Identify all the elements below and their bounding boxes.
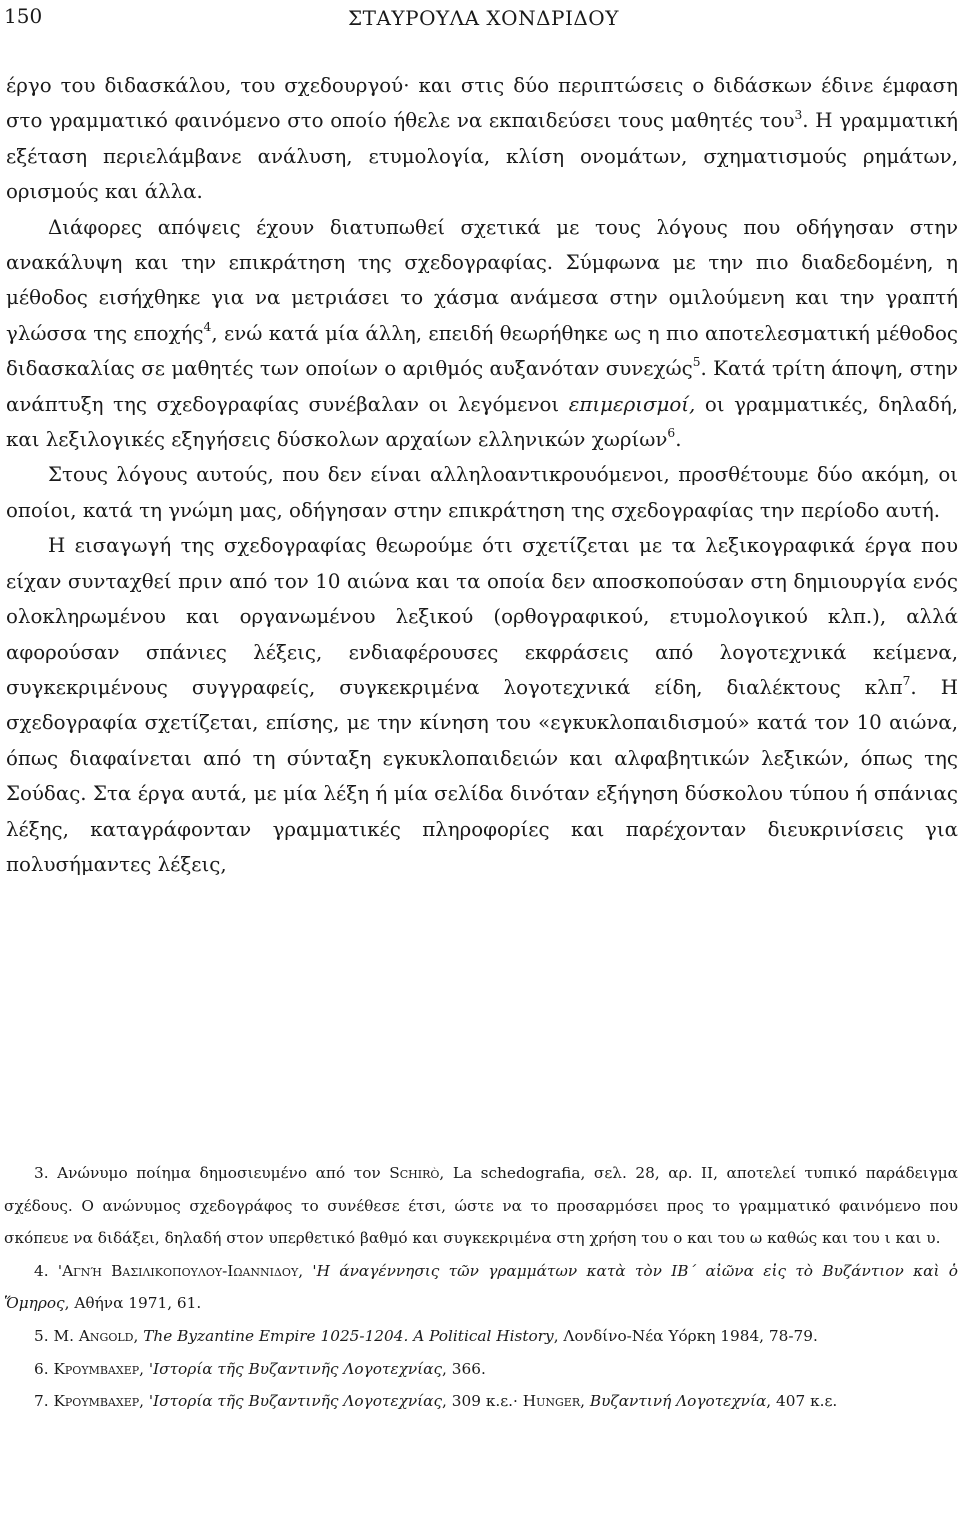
text-run: , Λονδίνο-Νέα Υόρκη 1984, 78-79. xyxy=(553,1326,818,1345)
body-text xyxy=(6,68,958,882)
footnote-ref-6: 6 xyxy=(667,426,676,441)
text-run: Διάφορες απόψεις έχουν διατυπωθεί σχετικά με τους λόγους που οδήγησαν στην ανακάλυψη και την επικράτηση της σχεδογραφίας. Σύμφωνα με την πιο διαδεδομένη, η μέθοδος εισήχθηκε για να μετριάσει το χάσμα ανάμεσα στην ομιλούμενη και την γραπτή γλώσσα της εποχής xyxy=(6,215,958,345)
running-head: ΣΤΑΥΡΟΥΛΑ ΧΟΝΔΡΙΔΟΥ xyxy=(348,6,619,30)
footnote-title: Βυζαντινή Λογοτεχνία xyxy=(589,1392,767,1411)
text-run: , xyxy=(298,1261,313,1280)
text-run: 4. xyxy=(34,1261,58,1280)
text-run: , xyxy=(580,1392,590,1411)
footnote-4 xyxy=(4,1255,958,1320)
text-run: , ενώ κατά μία άλλη, επειδή θεωρήθηκε ως η πιο αποτελεσματική μέθοδος διδασκαλίας σε μαθητές των οποίων ο αριθμός αυξανόταν συνεχώς xyxy=(6,321,959,381)
text-run: έργο του διδασκάλου, του σχεδουργού· και στις δύο περιπτώσεις ο διδάσκων έδινε έμφαση στο γραμματικό φαινόμενο στο οποίο ήθελε να εκπαιδεύσει τους μαθητές του xyxy=(6,74,958,133)
footnote-ref-5: 5 xyxy=(692,355,701,370)
footnote-title: 'Η άναγέννησις τῶν γραμμάτων κατὰ τὸν ΙΒ΄ αἰῶνα εἰς τὸ Βυζάντιον καὶ ὁ Ὅμηρος xyxy=(4,1261,958,1313)
text-run: 5. M. xyxy=(34,1326,79,1345)
footnote-title: 'Ιστορία τῆς Βυζαντινῆς Λογοτεχνίας xyxy=(148,1359,443,1378)
footnote-ref-4: 4 xyxy=(203,320,212,335)
footnote-ref-7: 7 xyxy=(902,674,911,689)
footnote-5 xyxy=(4,1320,958,1353)
footnote-author: Hunger xyxy=(522,1392,581,1411)
footnote-3 xyxy=(4,1157,958,1255)
text-run: 6. xyxy=(34,1359,54,1378)
term-epimerismoi: επιμερισμοί, xyxy=(568,392,696,416)
text-run: , 407 κ.ε. xyxy=(766,1392,838,1411)
footnotes xyxy=(4,1157,958,1418)
text-run: οι γραμματικές, δηλαδή, και λεξιλογικές εξηγήσεις δύσκολων αρχαίων ελληνικών χωρίων xyxy=(6,392,958,452)
footnote-6 xyxy=(4,1353,958,1386)
footnote-author: Angold xyxy=(78,1326,134,1345)
text-run: , xyxy=(139,1359,149,1378)
text-run: 3. Ανώνυμο ποίημα δημοσιευμένο από τον xyxy=(34,1164,390,1182)
footnote-author: Κρουμβαχερ xyxy=(53,1392,140,1411)
text-run: , xyxy=(139,1392,149,1411)
footnote-author: Κρουμβαχερ xyxy=(53,1359,140,1378)
footnote-author: Schirò xyxy=(389,1164,440,1182)
text-run: , Αθήνα 1971, 61. xyxy=(64,1294,202,1313)
paragraph-3: Στους λόγους αυτούς, που δεν είναι αλληλοαντικρουόμενοι, προσθέτουμε δύο ακόμη, οι οποίοι, κατά τη γνώμη μας, οδήγησαν στην επικράτηση της σχεδογραφίας την περίοδο αυτή. xyxy=(6,463,958,522)
text-run: . Η γραμματική εξέταση περιελάμβανε ανάλυση, ετυμολογία, κλίση ονομάτων, σχηματισμούς ρημάτων, ορισμούς και άλλα. xyxy=(6,109,958,204)
text-run: Η εισαγωγή της σχεδογραφίας θεωρούμε ότι σχετίζεται με τα λεξικογραφικά έργα που είχαν συνταχθεί πριν από τον 10 αιώνα και τα οποία δεν αποσκοπούσαν στη δημιουργία ενός ολοκληρωμένου και οργανωμένου λεξικού (ορθογραφικού, ετυμολογικού κλπ.), αλλά αφορούσαν σπάνιες λέξεις, ενδιαφέρουσες εκφράσεις από λογοτεχνικά κείμενα, συγκεκριμένους συγγραφείς, συγκεκριμένα λογοτεχνικά είδη, διαλέκτους κλπ xyxy=(6,534,958,699)
text-run: . Η σχεδογραφία σχετίζεται, επίσης, με την κίνηση του «εγκυκλοπαιδισμού» κατά τον 10 αιώνα, όπως διαφαίνεται από τη σύνταξη εγκυκλοπαιδειών και αλφαβητικών λεξικών, όπως της Σούδας. Στα έργα αυτά, με μία λέξη ή μία σελίδα δινόταν εξήγηση δύσκολου τύπου ή σπάνιας λέξης, καταγράφονταν γραμματικές πληροφορίες και παρέχονταν διευκρινίσεις για πολυσήμαντες λέξεις, xyxy=(6,675,958,876)
text-run: , 309 κ.ε.· xyxy=(442,1392,523,1411)
text-run: , 366. xyxy=(442,1359,486,1378)
paragraph-2 xyxy=(6,210,958,458)
text-run: . Κατά τρίτη άποψη, στην ανάπτυξη της σχεδογραφίας συνέβαλαν οι λεγόμενοι xyxy=(6,357,958,416)
text-run: , xyxy=(133,1326,144,1345)
page-number: 150 xyxy=(4,4,43,28)
paragraph-4 xyxy=(6,528,958,882)
paragraph-1 xyxy=(6,68,958,210)
text-run: . xyxy=(675,428,682,452)
footnote-ref-3: 3 xyxy=(794,107,803,122)
text-run: 7. xyxy=(34,1392,54,1411)
footnote-7 xyxy=(4,1385,958,1418)
footnote-title: 'Ιστορία τῆς Βυζαντινῆς Λογοτεχνίας xyxy=(148,1392,443,1411)
footnote-title: The Byzantine Empire 1025-1204. A Political History xyxy=(143,1326,554,1345)
footnote-author: 'Αγνή Βασιλικοπουλου-Ιωαννιδου xyxy=(57,1261,299,1280)
text-run: , La schedografia, σελ. 28, αρ. II, αποτελεί τυπικό παράδειγμα σχέδους. Ο ανώνυμος σχεδογράφος το συνέθεσε έτσι, ώστε να το προσαρμόσει προς το γραμματικό φαινόμενο που σκόπευε να διδάξει, δηλαδή στον υπερθετικό βαθμό και συγκεκριμένα στη χρήση του ο και του ω καθώς και του ι και υ. xyxy=(4,1164,958,1248)
